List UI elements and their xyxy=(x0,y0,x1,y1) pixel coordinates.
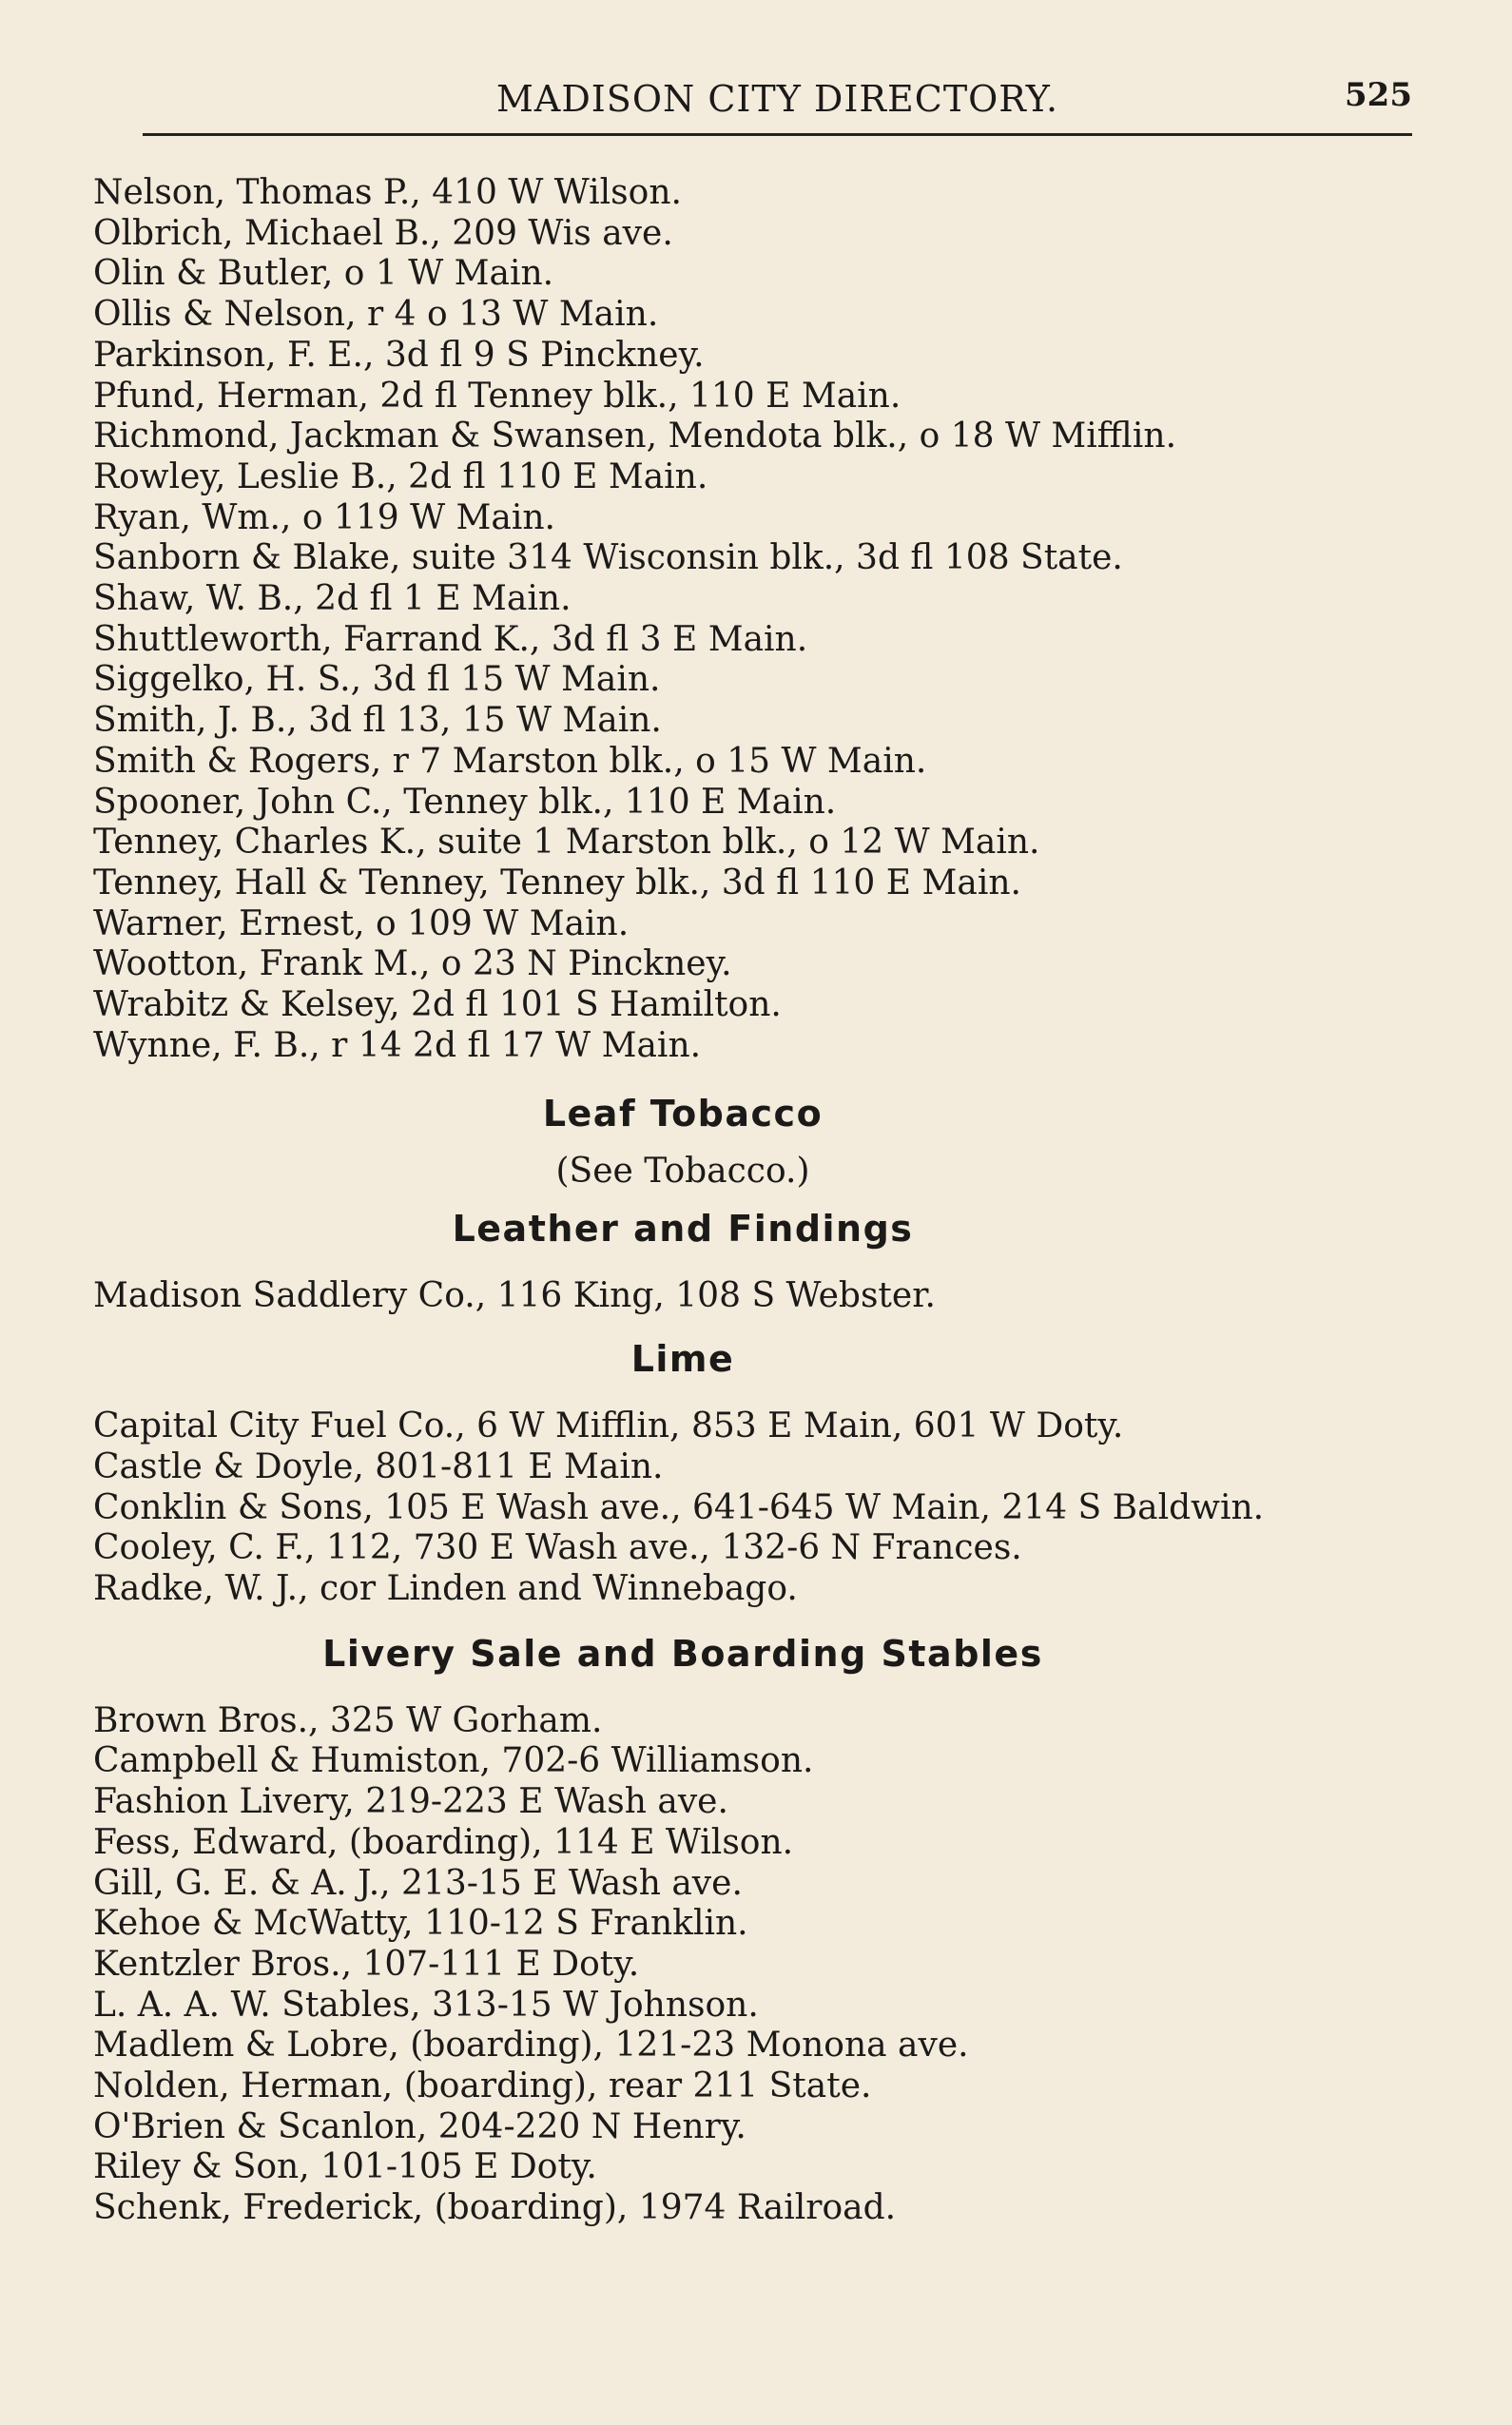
section-heading-leather: Leather and Findings xyxy=(452,1208,914,1251)
list-item: Kentzler Bros., 107-111 E Doty. xyxy=(93,1944,640,1984)
list-item: Spooner, John C., Tenney blk., 110 E Main. xyxy=(93,782,837,822)
section-heading-leaf-tobacco: Leaf Tobacco xyxy=(542,1093,824,1135)
see-also-note: (See Tobacco.) xyxy=(555,1152,810,1192)
leather-list xyxy=(93,1276,1425,1317)
section-heading-lime: Lime xyxy=(630,1338,735,1381)
lawyers-list xyxy=(93,173,1425,1066)
list-item: Wynne, F. B., r 14 2d fl 17 W Main. xyxy=(93,1025,702,1065)
list-item: Warner, Ernest, o 109 W Main. xyxy=(93,903,630,943)
list-item: Richmond, Jackman & Swansen, Mendota blk., o 18 W Mifflin. xyxy=(93,417,1177,456)
list-item: Conklin & Sons, 105 E Wash ave., 641-645 W Main, 214 S Baldwin. xyxy=(93,1487,1265,1527)
page-title: MADISON CITY DIRECTORY. xyxy=(495,78,1059,120)
list-item: Fess, Edward, (boarding), 114 E Wilson. xyxy=(93,1822,794,1862)
list-item: Olin & Butler, o 1 W Main. xyxy=(93,254,554,294)
list-item: Radke, W. J., cor Linden and Winnebago. xyxy=(93,1568,798,1608)
list-item: Tenney, Hall & Tenney, Tenney blk., 3d fl 110 E Main. xyxy=(93,863,1021,902)
lime-list xyxy=(93,1406,1425,1610)
list-item: Nelson, Thomas P., 410 W Wilson. xyxy=(93,173,682,212)
list-item: Campbell & Humiston, 702-6 Williamson. xyxy=(93,1741,814,1781)
list-item: Olbrich, Michael B., 209 Wis ave. xyxy=(93,213,673,253)
list-item: Fashion Livery, 219-223 E Wash ave. xyxy=(93,1782,728,1822)
list-item: Capital City Fuel Co., 6 W Mifflin, 853 E Main, 601 W Doty. xyxy=(93,1406,1124,1446)
list-item: Wrabitz & Kelsey, 2d fl 101 S Hamilton. xyxy=(93,985,782,1025)
list-item: Riley & Son, 101-105 E Doty. xyxy=(93,2147,597,2187)
list-item: Gill, G. E. & A. J., 213-15 E Wash ave. xyxy=(93,1863,743,1903)
list-item: Pfund, Herman, 2d fl Tenney blk., 110 E Main. xyxy=(93,376,901,416)
list-item: Shuttleworth, Farrand K., 3d fl 3 E Main. xyxy=(93,619,808,659)
page-number: 525 xyxy=(1345,76,1412,114)
list-item: Ollis & Nelson, r 4 o 13 W Main. xyxy=(93,295,659,335)
list-item: Ryan, Wm., o 119 W Main. xyxy=(93,497,555,537)
list-item: Madlem & Lobre, (boarding), 121-23 Monona ave. xyxy=(93,2026,969,2066)
list-item: Shaw, W. B., 2d fl 1 E Main. xyxy=(93,579,572,619)
list-item: O'Brien & Scanlon, 204-220 N Henry. xyxy=(93,2106,746,2146)
list-item: Smith & Rogers, r 7 Marston blk., o 15 W Main. xyxy=(93,741,927,781)
list-item: Rowley, Leslie B., 2d fl 110 E Main. xyxy=(93,456,708,496)
list-item: Nolden, Herman, (boarding), rear 211 State. xyxy=(93,2066,872,2106)
list-item: Schenk, Frederick, (boarding), 1974 Railroad. xyxy=(93,2188,897,2228)
list-item: Kehoe & McWatty, 110-12 S Franklin. xyxy=(93,1904,748,1944)
directory-content xyxy=(93,173,1425,2229)
list-item: Brown Bros., 325 W Gorham. xyxy=(93,1700,603,1740)
list-item: Madison Saddlery Co., 116 King, 108 S Webster. xyxy=(93,1276,936,1316)
list-item: Sanborn & Blake, suite 314 Wisconsin blk., 3d fl 108 State. xyxy=(93,538,1123,578)
list-item: Siggelko, H. S., 3d fl 15 W Main. xyxy=(93,660,661,700)
list-item: Tenney, Charles K., suite 1 Marston blk., o 12 W Main. xyxy=(93,823,1040,863)
list-item: Parkinson, F. E., 3d fl 9 S Pinckney. xyxy=(93,335,705,375)
livery-list xyxy=(93,1701,1425,2229)
running-head xyxy=(143,74,1412,136)
list-item: Smith, J. B., 3d fl 13, 15 W Main. xyxy=(93,701,662,741)
list-item: Castle & Doyle, 801-811 E Main. xyxy=(93,1446,664,1486)
list-item: Wootton, Frank M., o 23 N Pinckney. xyxy=(93,944,732,984)
section-heading-livery: Livery Sale and Boarding Stables xyxy=(322,1632,1043,1675)
list-item: L. A. A. W. Stables, 313-15 W Johnson. xyxy=(93,1985,759,2025)
list-item: Cooley, C. F., 112, 730 E Wash ave., 132-6 N Frances. xyxy=(93,1528,1022,1568)
